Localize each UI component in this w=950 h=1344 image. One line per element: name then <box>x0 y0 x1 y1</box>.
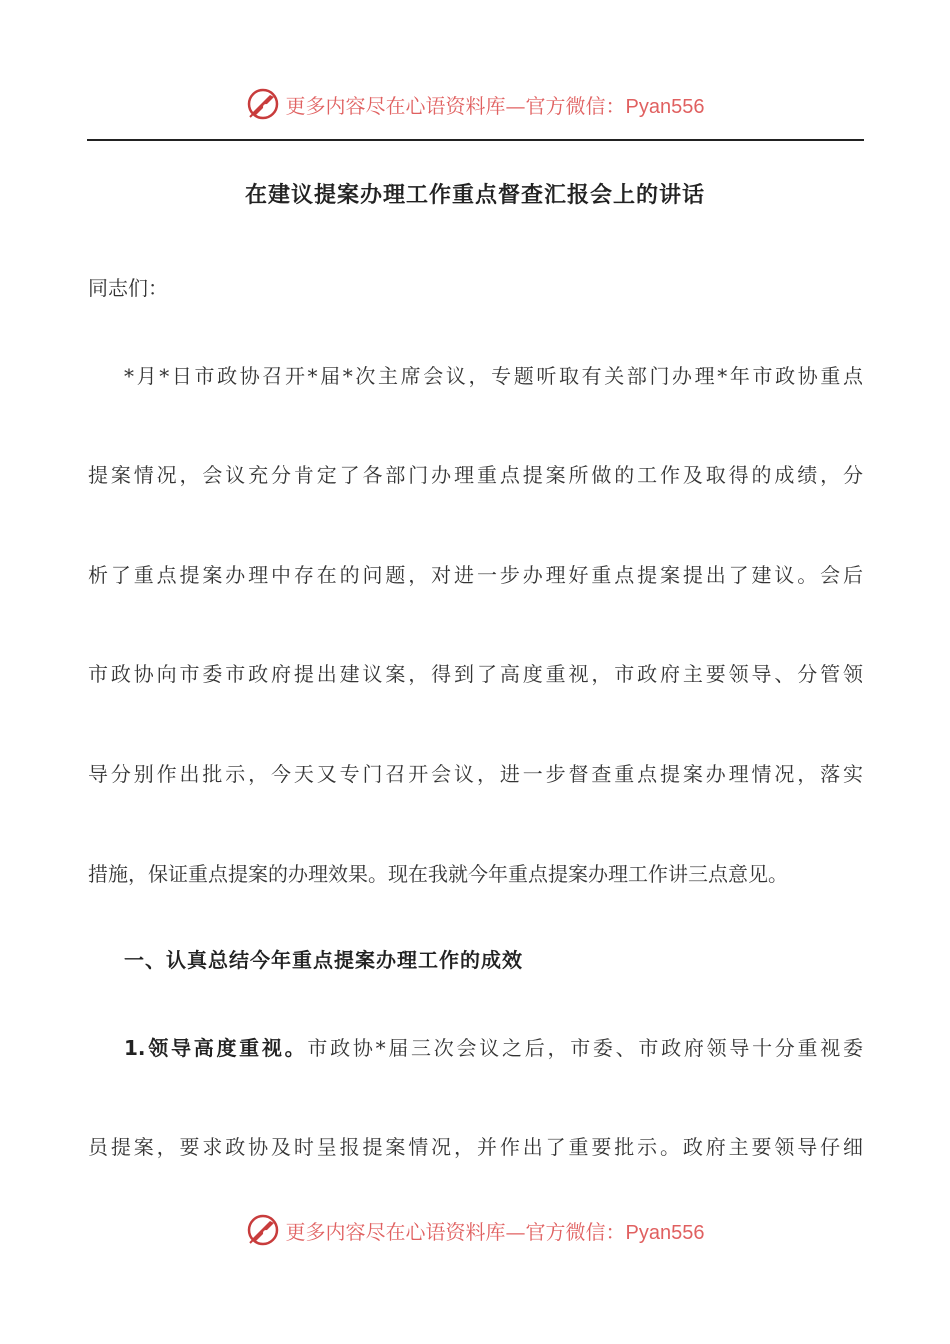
paragraph1-line: 析了重点提案办理中存在的问题，对进一步办理好重点提案提出了建议。会后 <box>88 563 863 587</box>
pen-circle-logo-icon <box>246 1213 280 1247</box>
paragraph2-line <box>124 1032 863 1061</box>
header-wechat-id: Pyan556 <box>625 95 705 118</box>
paragraph2-line: 员提案，要求政协及时呈报提案情况，并作出了重要批示。政府主要领导仔细 <box>88 1135 863 1159</box>
section-heading: 一、认真总结今年重点提案办理工作的成效 <box>124 948 523 972</box>
footer-banner-text: 更多内容尽在心语资料库—官方微信：Pyan556 <box>285 1219 705 1244</box>
paragraph1-line: 市政协向市委市政府提出建议案，得到了高度重视，市政府主要领导、分管领 <box>88 662 863 686</box>
header-divider <box>87 139 864 141</box>
document-title: 在建议提案办理工作重点督查汇报会上的讲话 <box>244 183 705 208</box>
footer-banner <box>0 1210 950 1250</box>
paragraph1-line: 提案情况，会议充分肯定了各部门办理重点提案所做的工作及取得的成绩，分 <box>88 463 863 487</box>
pen-circle-logo-icon <box>246 87 280 121</box>
salutation: 同志们： <box>88 276 168 300</box>
subsection-lead: 1.领导高度重视。 <box>124 1036 308 1060</box>
paragraph2-text: 市政协*届三次会议之后，市委、市政府领导十分重视委 <box>307 1036 864 1060</box>
header-banner-text: 更多内容尽在心语资料库—官方微信：Pyan556 <box>285 93 705 118</box>
header-banner <box>0 84 950 124</box>
paragraph1-line: 措施，保证重点提案的办理效果。现在我就今年重点提案办理工作讲三点意见。 <box>88 862 788 886</box>
paragraph1-line: *月*日市政协召开*届*次主席会议，专题听取有关部门办理*年市政协重点 <box>124 364 863 388</box>
paragraph1-line: 导分别作出批示，今天又专门召开会议，进一步督查重点提案办理情况，落实 <box>88 762 863 786</box>
footer-wechat-id: Pyan556 <box>625 1221 705 1244</box>
